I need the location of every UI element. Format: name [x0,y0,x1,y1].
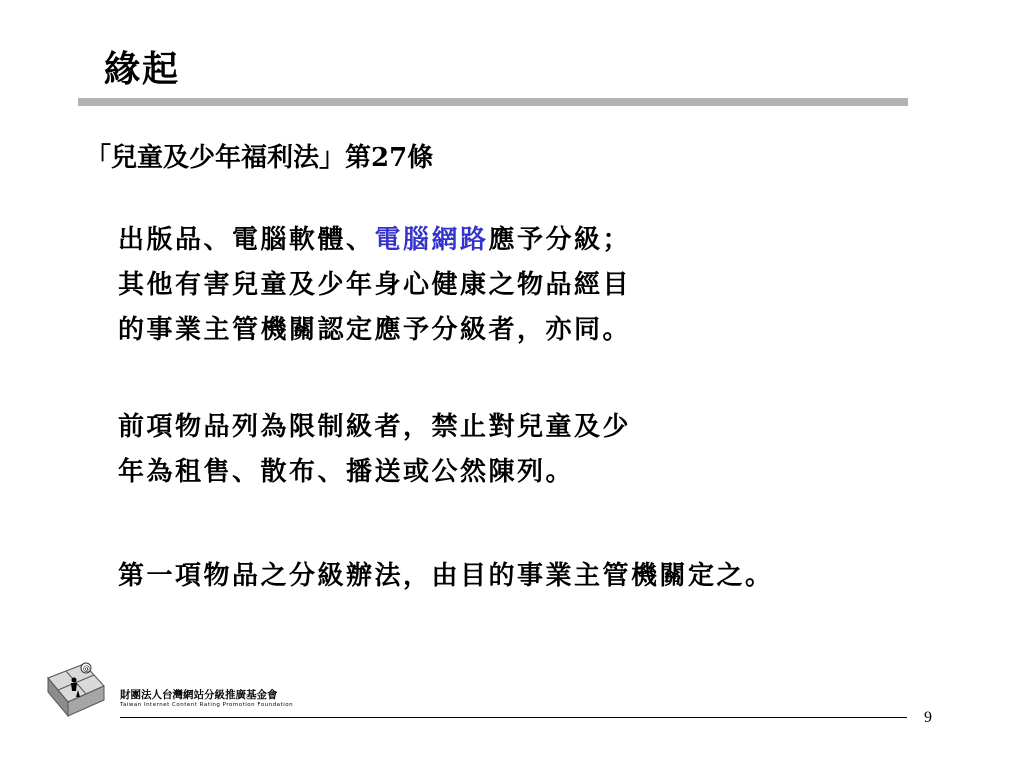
paragraph-1-line-2: 其他有害兒童及少年身心健康之物品經目 [118,270,632,300]
title-rule [78,98,908,106]
paragraph-3-line-1: 第一項物品之分級辦法，由目的事業主管機關定之。 [118,561,774,591]
paragraph-1-line-3: 的事業主管機關認定應予分級者，亦同。 [118,315,632,345]
foundation-logo-icon [44,660,108,720]
subtitle-suffix: 條 [407,143,434,173]
paragraph-2-line-2: 年為租售、散布、播送或公然陳列。 [118,457,575,487]
paragraph-1-line-1-end: 應予分級； [488,225,632,255]
organization-name-english: Taiwan Internet Content Rating Promotion Foundation [120,702,294,708]
highlight-network-text: 電腦網路 [374,225,489,255]
organization-name: 財團法人台灣網站分級推廣基金會 [120,689,278,701]
subtitle-number: 27 [371,143,408,173]
paragraph-2-line-1: 前項物品列為限制級者，禁止對兒童及少 [118,412,632,442]
paragraph-1-line-1 [118,218,631,263]
page-number: 9 [924,709,932,726]
svg-text:@: @ [83,665,90,673]
paragraph-3 [118,554,774,599]
footer-rule [120,717,907,718]
paragraph-2 [118,405,631,495]
paragraph-1-line-1-start: 出版品、電腦軟體、 [118,225,375,255]
slide-title: 緣起 [104,48,181,90]
subtitle [85,140,433,176]
paragraph-1 [118,218,631,353]
subtitle-prefix: 「兒童及少年福利法」第 [85,143,372,173]
